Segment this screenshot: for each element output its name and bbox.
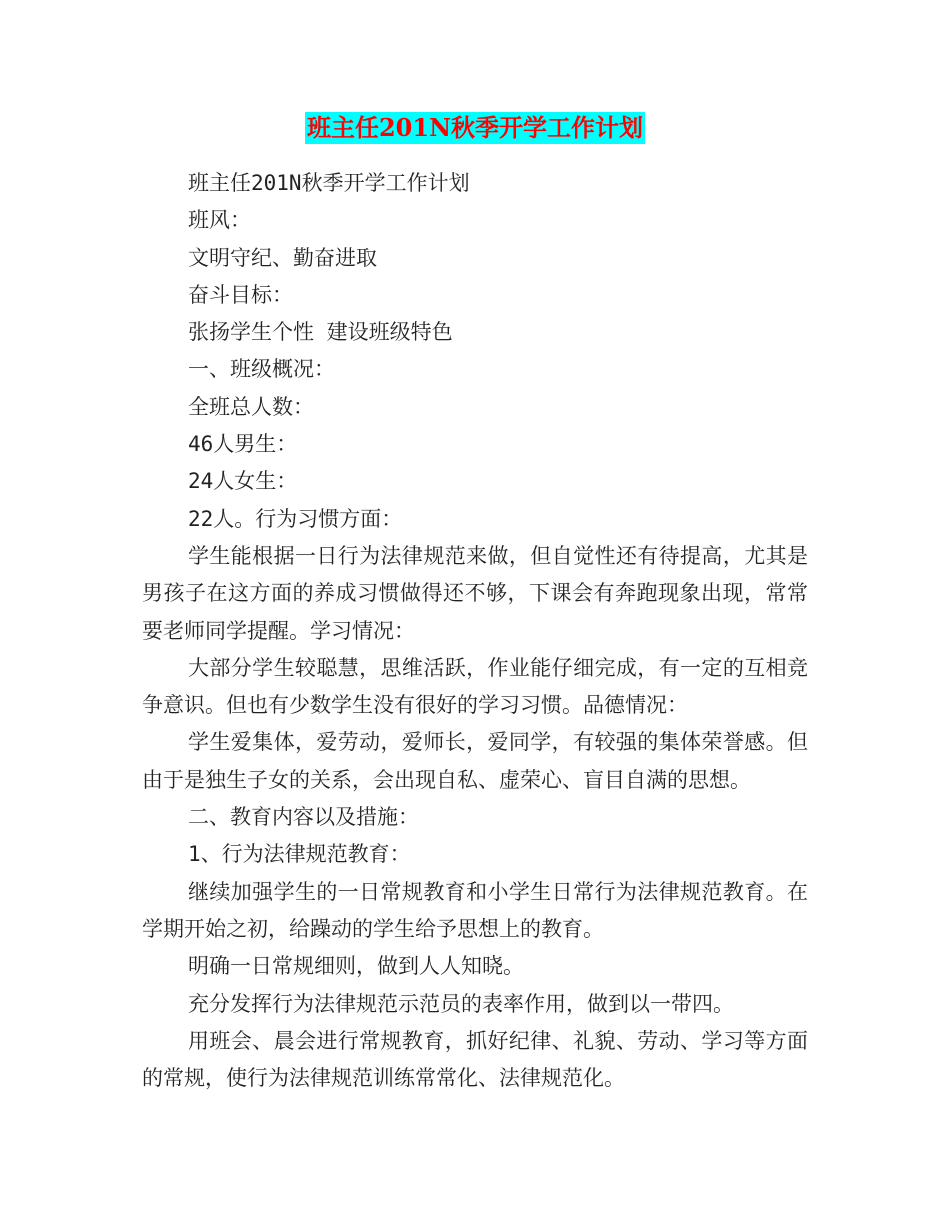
paragraph: 用班会、晨会进行常规教育，抓好纪律、礼貌、劳动、学习等方面的常规，使行为法律规范训练常常化、法律规范化。: [142, 1028, 808, 1091]
title-container: [0, 112, 950, 144]
paragraph: 充分发挥行为法律规范示范员的表率作用，做到以一带四。: [188, 991, 734, 1016]
paragraph: 二、教育内容以及措施：: [188, 805, 419, 830]
paragraph: 学生爱集体，爱劳动，爱师长，爱同学，有较强的集体荣誉感。但由于是独生子女的关系，会出现自私、虚荣心、盲目自满的思想。: [142, 730, 808, 792]
paragraph: 24人女生：: [188, 469, 298, 494]
paragraph: 奋斗目标：: [188, 282, 293, 307]
document-body: [142, 165, 808, 1097]
paragraph: 班主任201N秋季开学工作计划: [188, 171, 470, 195]
paragraph: 一、班级概况：: [188, 357, 335, 382]
paragraph: 22人。行为习惯方面：: [188, 506, 403, 531]
paragraph: 班风：: [188, 208, 251, 233]
paragraph: 1、行为法律规范教育：: [188, 842, 411, 867]
document-title: 班主任201N秋季开学工作计划: [306, 113, 644, 142]
paragraph: 张扬学生个性 建设班级特色: [188, 320, 453, 345]
paragraph: 学生能根据一日行为法律规范来做，但自觉性还有待提高，尤其是男孩子在这方面的养成习惯做得还不够，下课会有奔跑现象出现，常常要老师同学提醒。学习情况：: [142, 543, 808, 643]
paragraph: 继续加强学生的一日常规教育和小学生日常行为法律规范教育。在学期开始之初，给躁动的学生给予思想上的教育。: [142, 879, 808, 941]
paragraph: 明确一日常规细则，做到人人知晓。: [188, 954, 524, 979]
paragraph: 文明守纪、勤奋进取: [188, 245, 377, 270]
paragraph: 全班总人数：: [188, 394, 314, 419]
paragraph: 大部分学生较聪慧，思维活跃，作业能仔细完成，有一定的互相竞争意识。但也有少数学生没有很好的学习习惯。品德情况：: [142, 655, 808, 718]
paragraph: 46人男生：: [188, 432, 298, 457]
